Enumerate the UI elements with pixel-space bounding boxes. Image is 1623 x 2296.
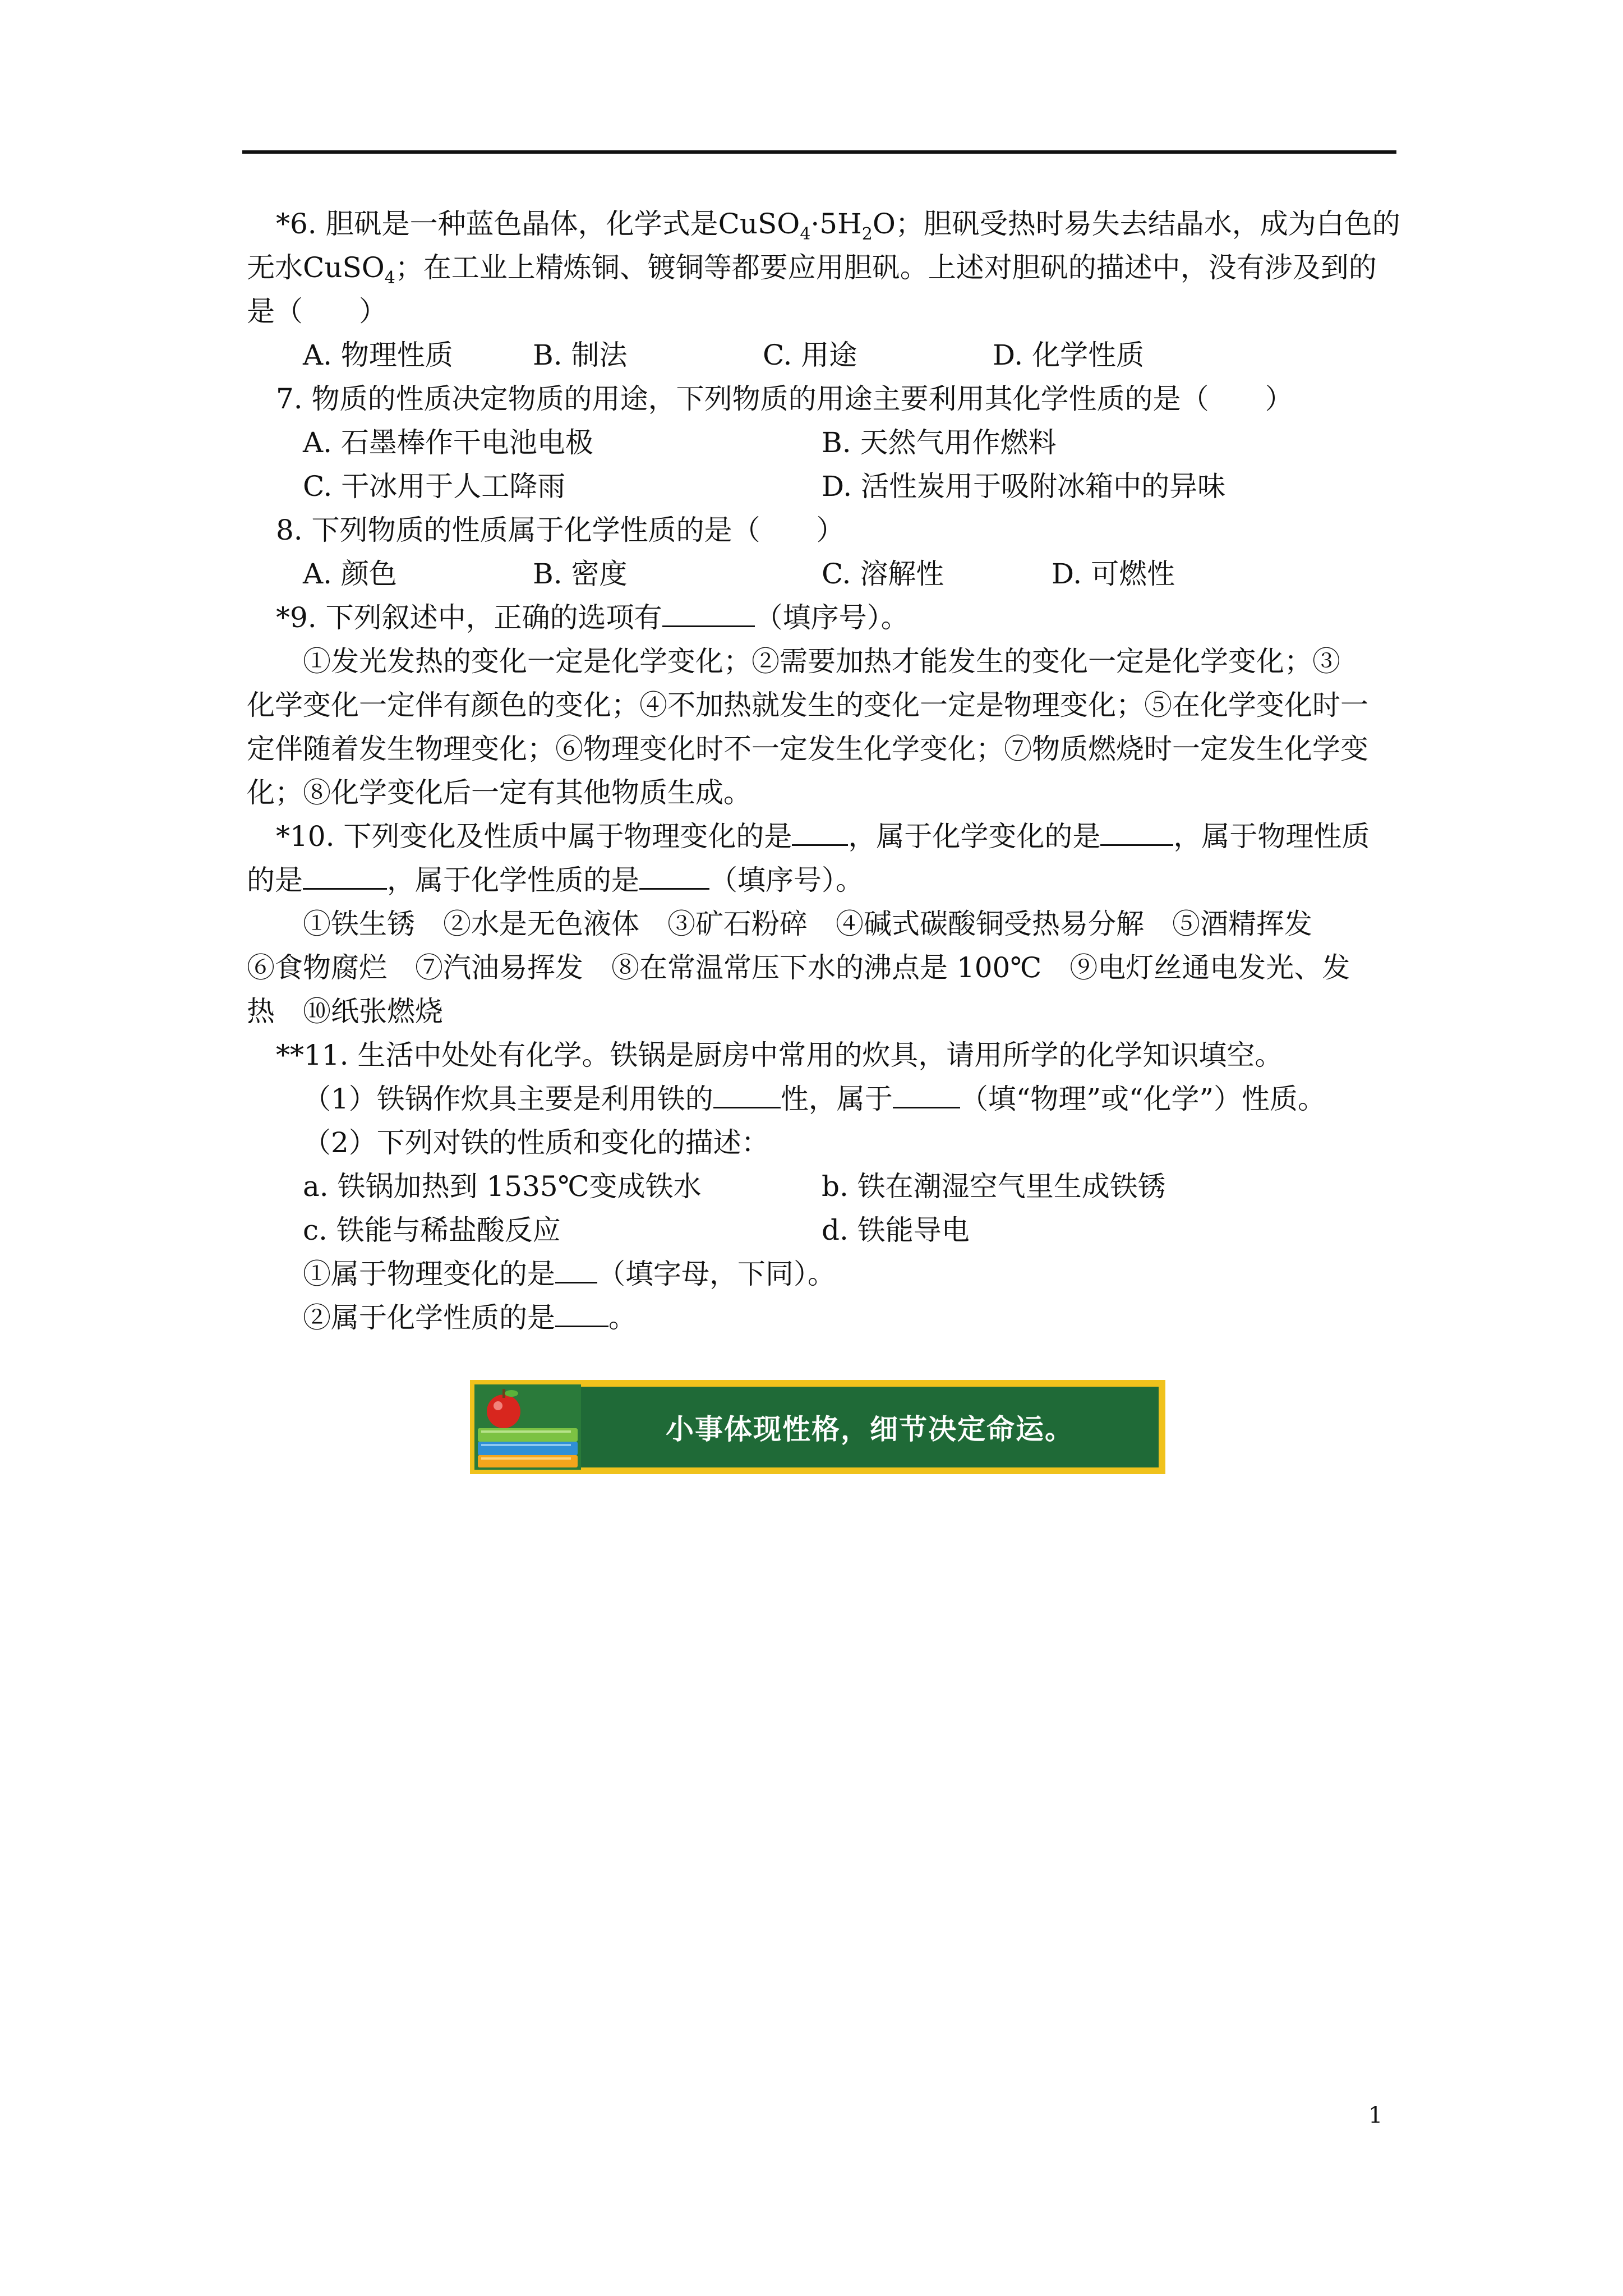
q6-options (247, 333, 1413, 377)
q9-line-3: 定伴随着发生物理变化；⑥物理变化时不一定发生化学变化；⑦物质燃烧时一定发生化学变 (247, 733, 1368, 765)
q8-option-c: C. 溶解性 (822, 558, 944, 590)
q7-option-a: A. 石墨棒作干电池电极 (303, 426, 593, 459)
q11-stem: **11. 生活中处处有化学。铁锅是厨房中常用的炊具，请用所学的化学知识填空。 (276, 1039, 1283, 1071)
q9-answer-blank[interactable] (662, 601, 755, 627)
q11-blank-physical-change[interactable] (555, 1257, 597, 1283)
q10-line-2: 的是 ，属于化学性质的是 （填序号）。 (247, 864, 864, 896)
q11-blank-property[interactable] (713, 1082, 781, 1108)
q11-options-row-2 (247, 1208, 1413, 1252)
q6-line-1: *6. 胆矾是一种蓝色晶体，化学式是$CuSO_4\cdot 5H_2O$；胆矾受热时易失去结晶水，成为白色的 (276, 208, 1400, 244)
q6-option-a: A. 物理性质 (303, 339, 453, 371)
q7-options-row-1 (247, 421, 1413, 464)
q10-items-1: ①铁生锈 ②水是无色液体 ③矿石粉碎 ④碱式碳酸铜受热易分解 ⑤酒精挥发 (303, 908, 1312, 940)
q10-blank-chemical-property[interactable] (639, 863, 709, 890)
q7-options-row-2 (247, 464, 1413, 508)
q10-items-2: ⑥食物腐烂 ⑦汽油易挥发 ⑧在常温常压下水的沸点是 100℃ ⑨电灯丝通电发光、发 (247, 951, 1350, 984)
q11-option-a: a. 铁锅加热到 1535℃变成铁水 (303, 1170, 702, 1203)
motto-panel (581, 1387, 1159, 1467)
q10-blank-physical-property[interactable] (303, 863, 387, 890)
q6-option-c: C. 用途 (763, 339, 857, 371)
q8-options (247, 552, 1413, 596)
q11-sub-2: ②属于化学性质的是 。 (303, 1301, 637, 1334)
q6-option-b: B. 制法 (533, 339, 628, 371)
books-apple-icon (474, 1384, 581, 1470)
q10-items-3: 热 ⑩纸张燃烧 (247, 995, 443, 1028)
q9-line-1: ①发光发热的变化一定是化学变化；②需要加热才能发生的变化一定是化学变化；③ (303, 645, 1340, 678)
q6-line-2: 无水CuSO$_4$；在工业上精炼铜、镀铜等都要应用胆矾。上述对胆矾的描述中，没有涉及到的 (247, 251, 1377, 288)
q11-blank-chemical-property[interactable] (555, 1301, 608, 1327)
motto-banner (470, 1380, 1165, 1474)
motto-text: 小事体现性格，细节决定命运。 (666, 1413, 1074, 1446)
q9-line-4: 化；⑧化学变化后一定有其他物质生成。 (247, 776, 751, 809)
q11-part-2: （2）下列对铁的性质和变化的描述： (303, 1126, 769, 1159)
q11-options-row-1 (247, 1165, 1413, 1208)
header-rule (242, 150, 1396, 154)
q10-blank-chemical-change[interactable] (1100, 820, 1173, 846)
q8-option-b: B. 密度 (533, 558, 628, 590)
question-content (247, 202, 1413, 1340)
q11-option-d: d. 铁能导电 (822, 1214, 970, 1246)
q7-option-b: B. 天然气用作燃料 (822, 426, 1057, 459)
q8-option-a: A. 颜色 (303, 558, 397, 590)
q10-line-1: *10. 下列变化及性质中属于物理变化的是 ，属于化学变化的是 ，属于物理性质 (276, 820, 1370, 853)
q11-option-b: b. 铁在潮湿空气里生成铁锈 (822, 1170, 1166, 1203)
q9-line-2: 化学变化一定伴有颜色的变化；④不加热就发生的变化一定是物理变化；⑤在化学变化时一 (247, 689, 1368, 721)
q7-option-c: C. 干冰用于人工降雨 (303, 470, 566, 503)
q11-blank-type[interactable] (893, 1082, 960, 1108)
q7-option-d: D. 活性炭用于吸附冰箱中的异味 (822, 470, 1226, 503)
q8-option-d: D. 可燃性 (1052, 558, 1175, 590)
q11-sub-1: ①属于物理变化的是 （填字母，下同）。 (303, 1258, 836, 1290)
q8-stem: 8. 下列物质的性质属于化学性质的是（ ） (276, 514, 845, 546)
q11-part-1: （1）铁锅作炊具主要是利用铁的 性，属于 （填“物理”或“化学”）性质。 (303, 1083, 1326, 1115)
q11-option-c: c. 铁能与稀盐酸反应 (303, 1214, 561, 1246)
q6-line-3: 是（ ） (247, 295, 387, 328)
q9-stem: *9. 下列叙述中，正确的选项有 （填序号）。 (276, 601, 909, 634)
q10-blank-physical-change[interactable] (792, 820, 848, 846)
q6-option-d: D. 化学性质 (993, 339, 1145, 371)
q7-stem: 7. 物质的性质决定物质的用途，下列物质的用途主要利用其化学性质的是（ ） (276, 383, 1293, 415)
page-number: 1 (1368, 2102, 1383, 2128)
